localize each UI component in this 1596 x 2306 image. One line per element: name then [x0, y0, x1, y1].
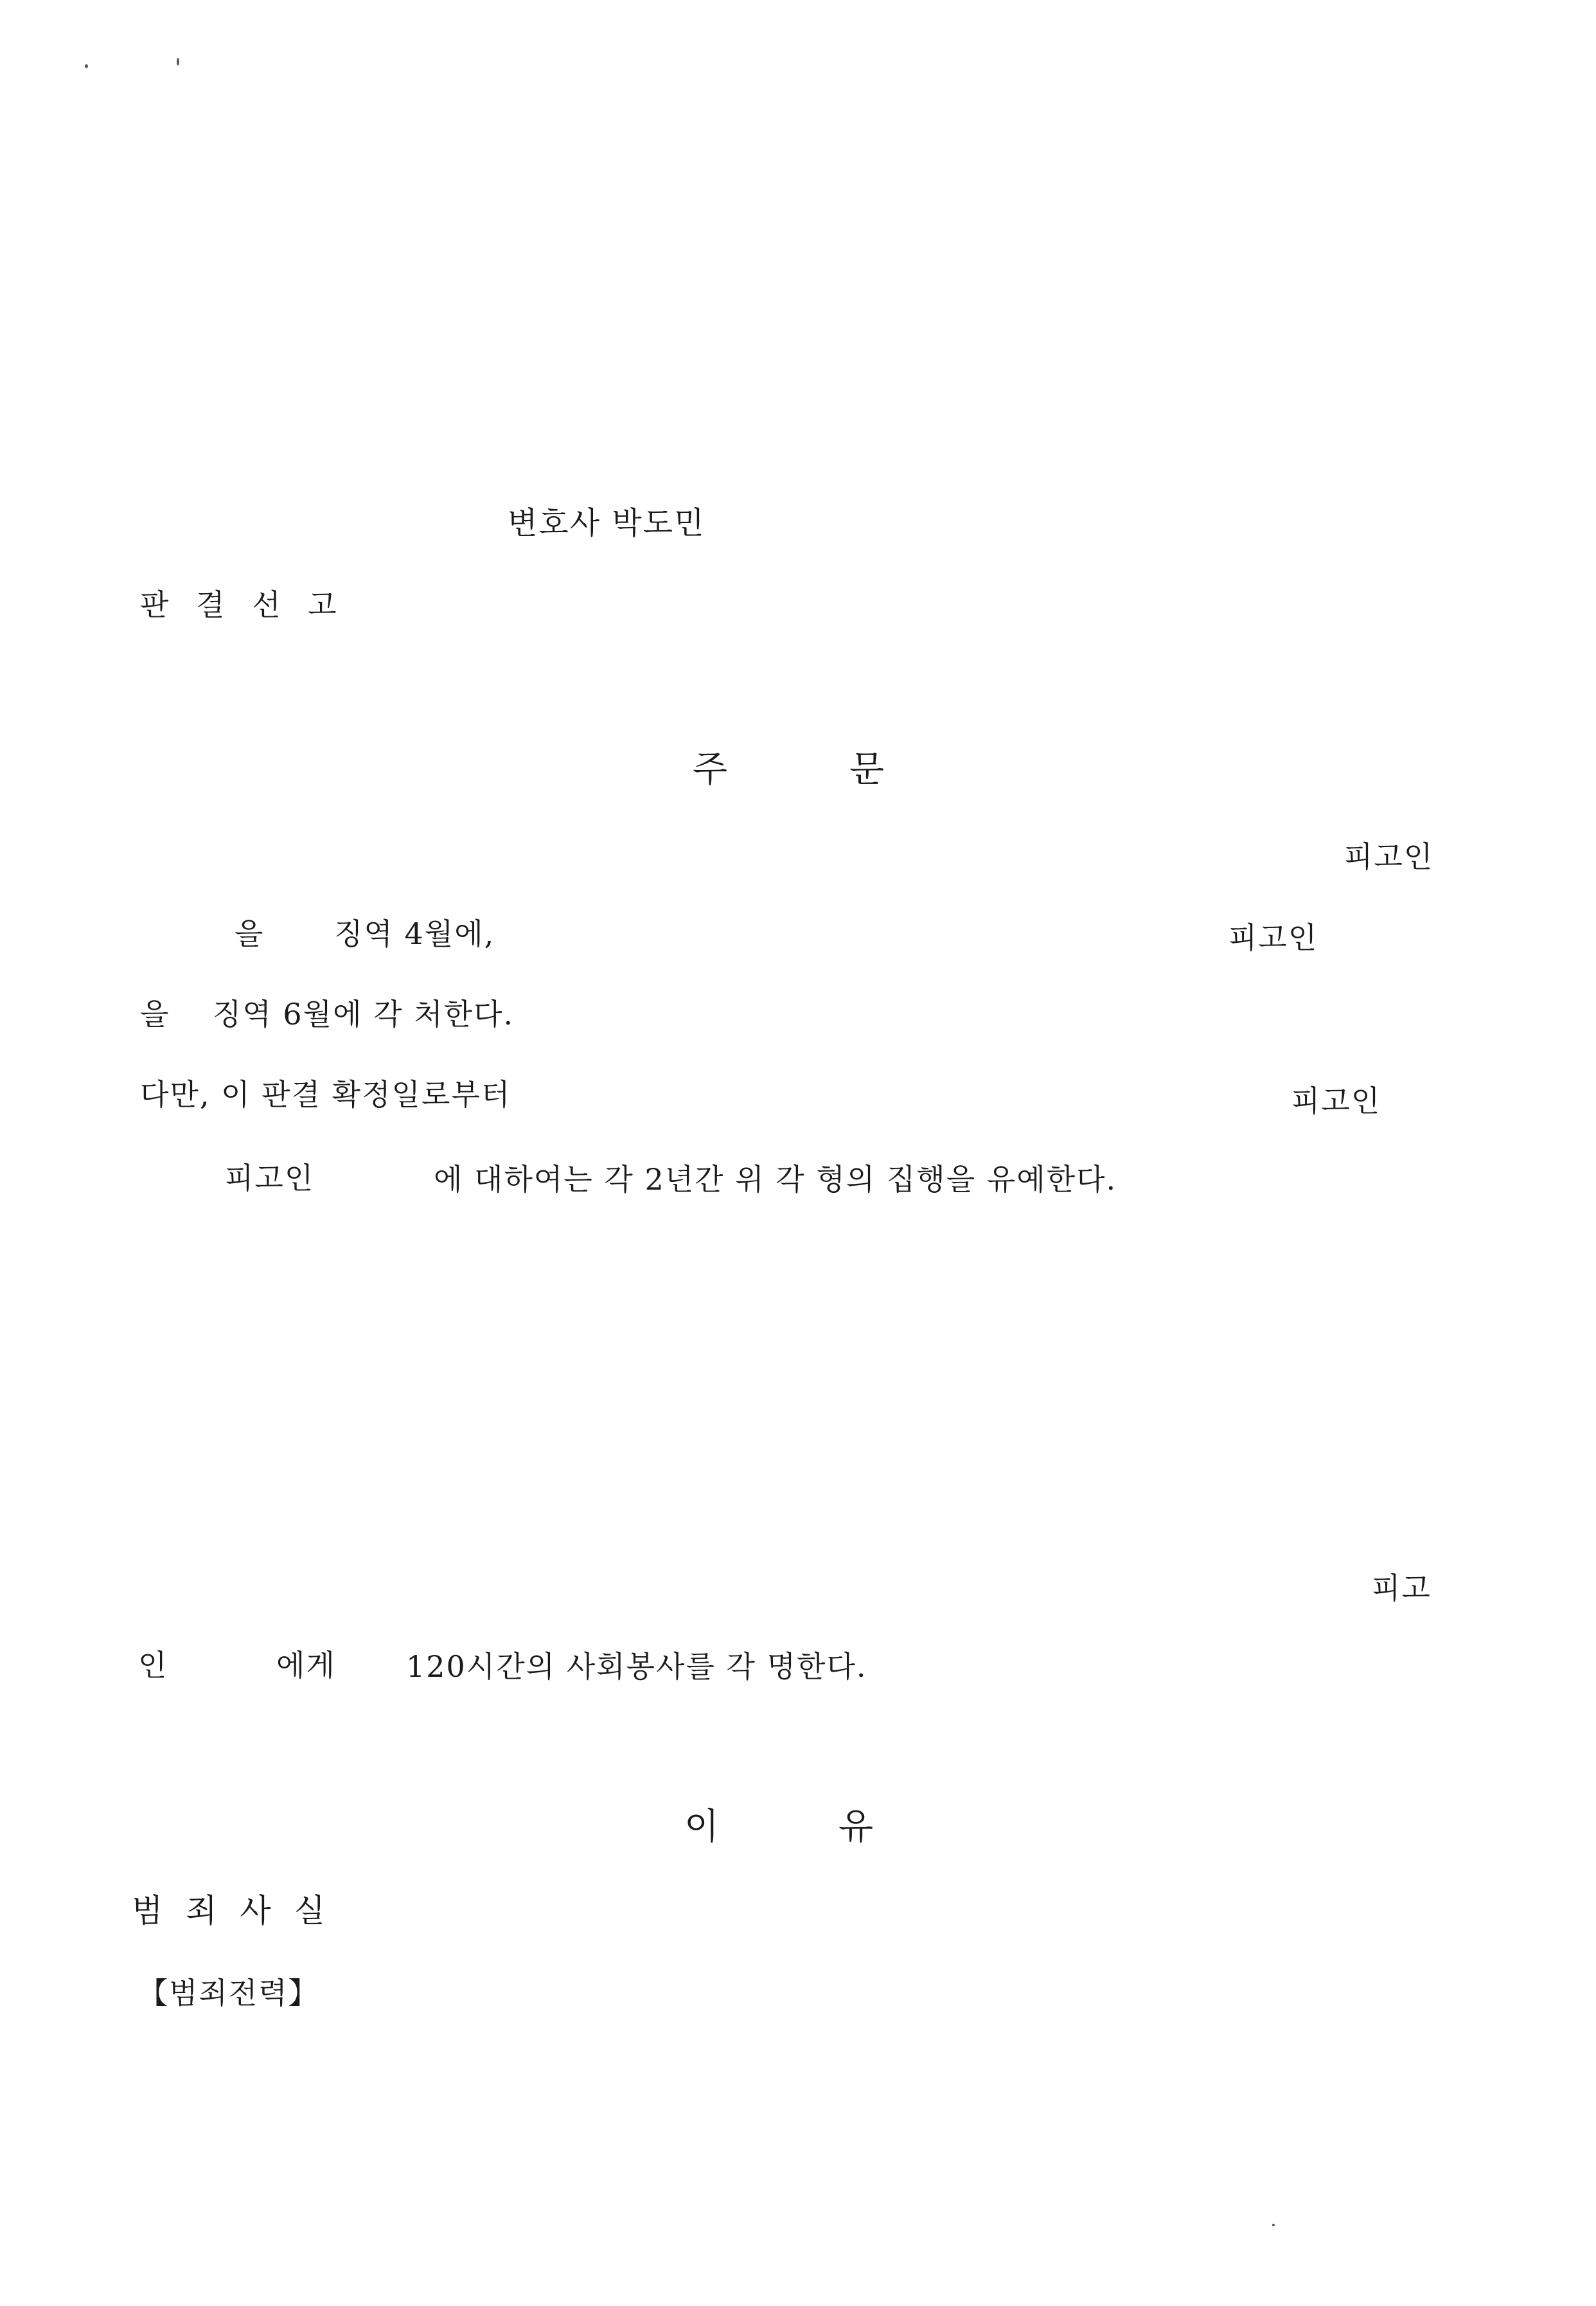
scan-speck	[177, 58, 179, 66]
crime-record-heading: 【범죄전력】	[138, 1976, 319, 2010]
order-line3-sentence: 을 징역 6월에 각 처한다.	[140, 997, 515, 1032]
order-line7-community-service: 120시간의 사회봉사를 각 명한다.	[406, 1649, 867, 1684]
reason-heading-right: 유	[838, 1806, 874, 1848]
order-line1-defendant: 피고인	[1344, 839, 1434, 874]
order-line2-defendant: 피고인	[1228, 920, 1318, 955]
order-line7-suffix: 인	[138, 1648, 168, 1683]
order-heading-left: 주	[693, 749, 728, 791]
order-line2-sentence: 징역 4월에,	[334, 916, 495, 951]
order-line4-suspension: 다만, 이 판결 확정일로부터	[140, 1077, 511, 1112]
order-line4-defendant: 피고인	[1291, 1084, 1381, 1118]
crime-facts-heading: 범 죄 사 실	[132, 1892, 332, 1929]
scan-speck	[85, 64, 88, 68]
verdict-announcement: 판 결 선 고	[140, 587, 346, 622]
order-line2-particle: 을	[235, 916, 265, 951]
order-line5-defendant: 피고인	[225, 1161, 315, 1195]
order-line5-probation: 에 대하여는 각 2년간 위 각 형의 집행을 유예한다.	[434, 1162, 1117, 1197]
scan-speck	[1272, 2224, 1275, 2226]
reason-heading-left: 이	[684, 1806, 720, 1848]
order-line6-defendant-part: 피고	[1372, 1571, 1432, 1605]
lawyer-name: 변호사 박도민	[508, 505, 705, 541]
order-heading-right: 문	[849, 749, 885, 791]
order-line7-to: 에게	[276, 1648, 336, 1683]
